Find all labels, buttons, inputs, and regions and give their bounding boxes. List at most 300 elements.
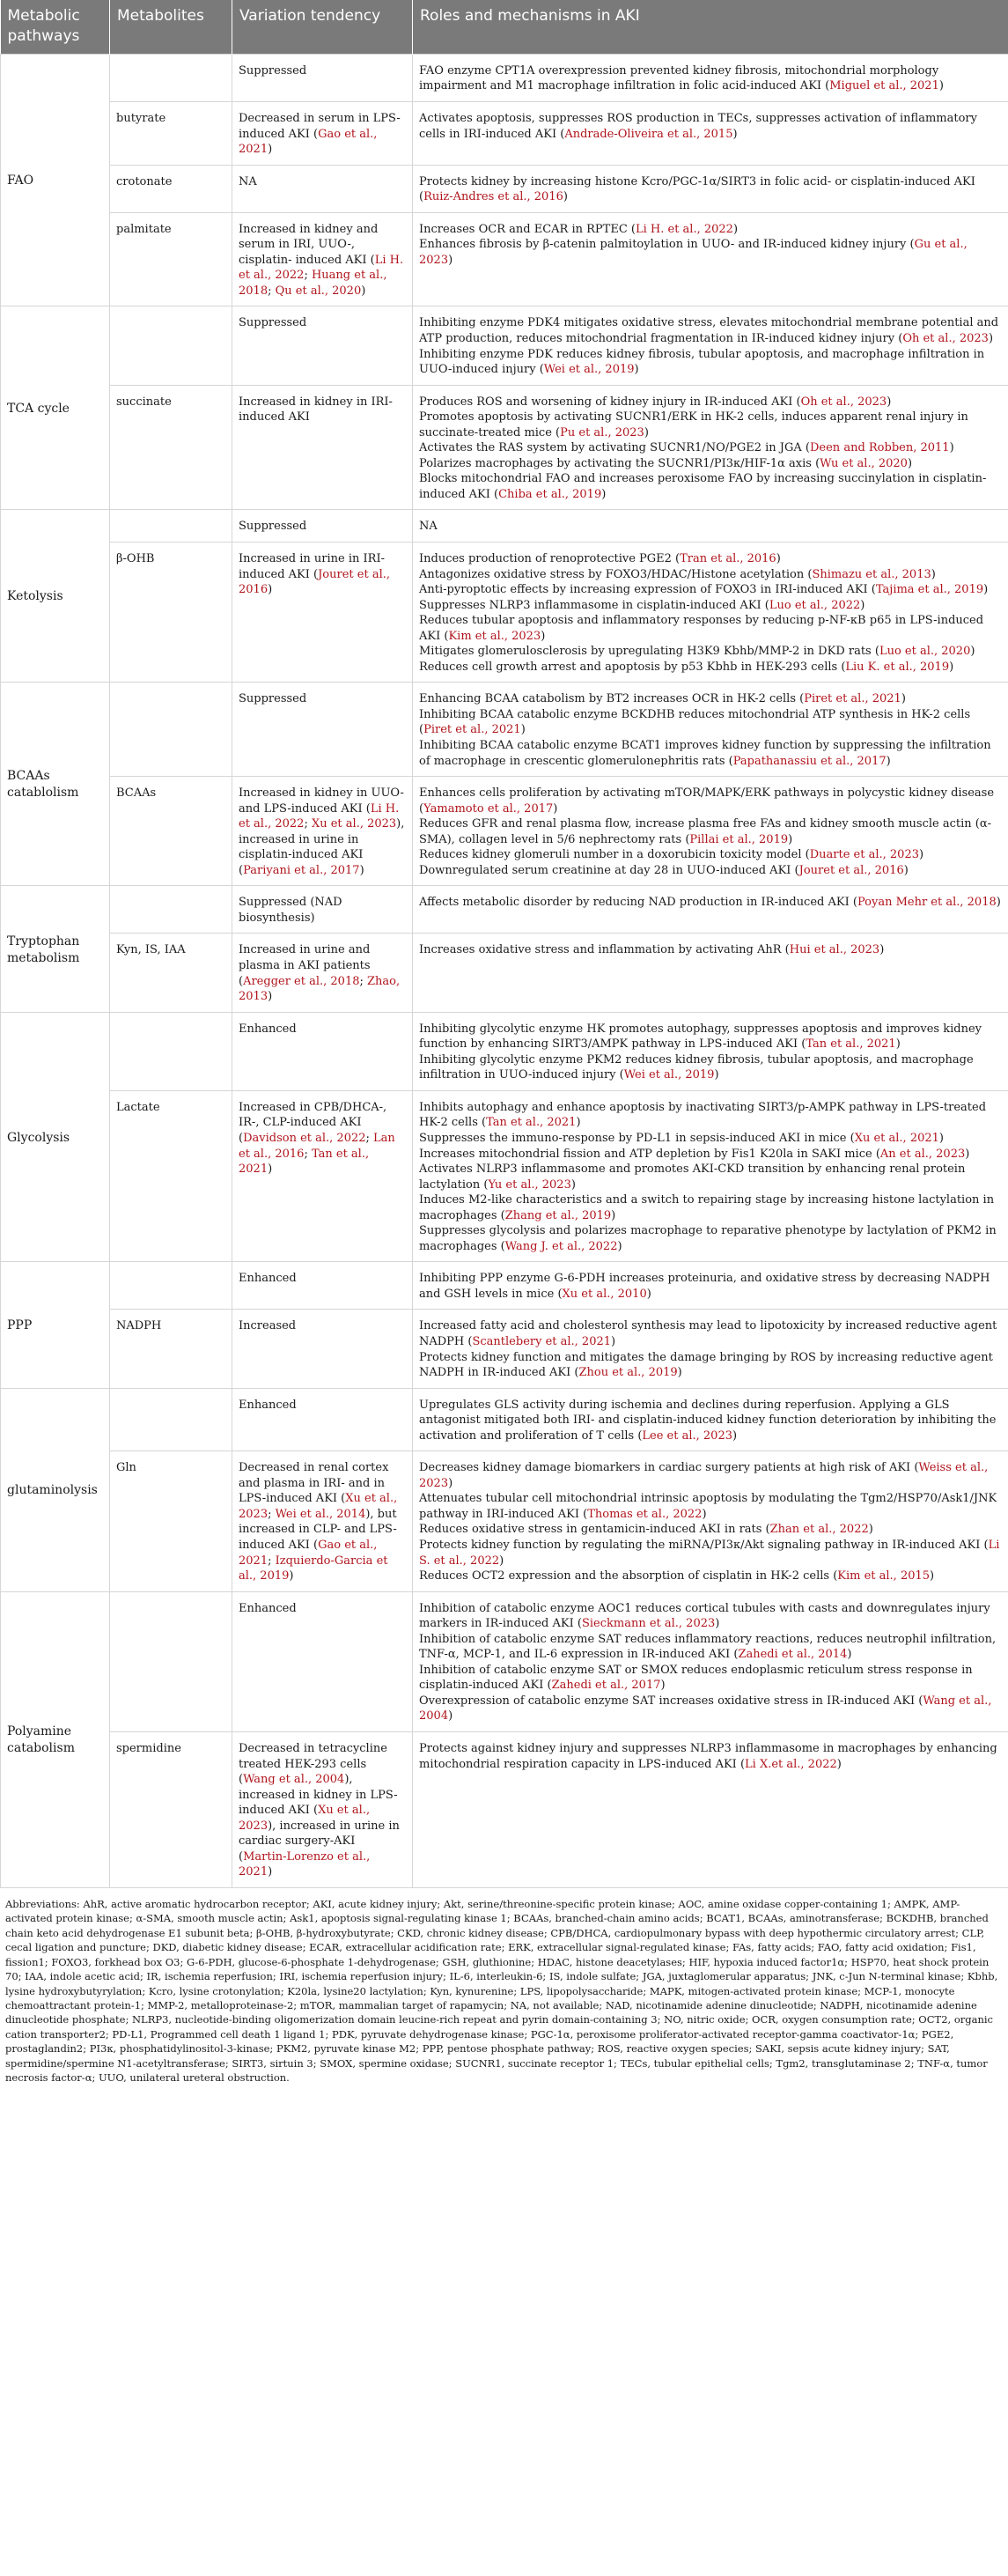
text-segment: ) [965, 1147, 970, 1161]
reference-link[interactable]: Piret et al., 2021 [423, 723, 521, 737]
metabolite-cell: palmitate [110, 212, 232, 306]
reference-link[interactable]: Davidson et al., 2022 [243, 1131, 366, 1145]
role-entry [419, 440, 1002, 456]
text-segment: Activates apoptosis, suppresses ROS production in TECs, suppresses activation of inflammatory cells in IRI-induced AKI ( [419, 111, 977, 141]
text-segment: ) [847, 1648, 852, 1662]
reference-link[interactable]: Wei et al., 2019 [543, 363, 635, 377]
roles-cell [413, 212, 1008, 306]
roles-cell [413, 1012, 1008, 1090]
reference-link[interactable]: Wei et al., 2014 [275, 1507, 366, 1521]
role-entry [419, 1632, 1002, 1663]
text-segment: ) [938, 79, 944, 93]
text-segment: ) [983, 583, 989, 597]
role-entry [419, 1052, 1002, 1083]
text-segment: Protects kidney function by regulating the miRNA/PI3κ/Akt signaling pathway in IR-induced AKI ( [419, 1538, 989, 1552]
reference-link[interactable]: Oh et al., 2023 [902, 331, 989, 345]
metabolite-cell [110, 54, 232, 101]
text-segment: ) [776, 552, 781, 565]
text-segment: ) [611, 1208, 616, 1222]
text-segment: Affects metabolic disorder by reducing NAD production in IR-induced AKI ( [419, 896, 857, 910]
reference-link[interactable]: Martin-Lorenzo et al., 2021 [239, 1849, 371, 1879]
text-segment: Suppresses the immuno-response by PD-L1 in sepsis-induced AKI in mice ( [419, 1131, 855, 1145]
variation-cell [232, 1732, 413, 1888]
text-segment: Increased in kidney and serum in IRI, UUO-, cisplatin- induced AKI ( [239, 222, 379, 267]
pathway-cell: PPP [1, 1262, 110, 1388]
reference-link[interactable]: Xu et al., 2023 [239, 1804, 371, 1833]
text-segment: ) [677, 1366, 682, 1380]
text-segment: ) [938, 1131, 944, 1145]
role-entry [419, 519, 1002, 535]
role-entry [419, 1131, 1002, 1147]
role-entry [419, 786, 1002, 816]
reference-link[interactable]: Zhan et al., 2022 [769, 1523, 869, 1537]
reference-link[interactable]: Wu et al., 2020 [820, 456, 908, 470]
text-segment: Inhibition of catabolic enzyme AOC1 reduces cortical tubules with casts and downregulates injury markers in IR-induced AKI ( [419, 1601, 990, 1631]
text-segment: Decreases kidney damage biomarkers in cardiac surgery patients at high risk of AKI ( [419, 1461, 919, 1475]
reference-link[interactable]: Gu et al., 2023 [419, 238, 968, 267]
text-segment: ) [887, 395, 892, 409]
variation-cell [232, 886, 413, 934]
table-row [1, 101, 1008, 165]
metabolite-cell [110, 1388, 232, 1451]
variation-cell [232, 934, 413, 1012]
variation-cell [232, 510, 413, 543]
roles-cell [413, 306, 1008, 385]
table-row [1, 934, 1008, 1012]
abbreviations-footnote: Abbreviations: AhR, active aromatic hydrocarbon receptor; AKI, acute kidney injury; Akt, serine/threonine-specific protein kinase; AOC, amine oxidase copper-containing 1; AMPK, AMP-activated protein kinase; α-SMA, smooth muscle actin; Ask1, apoptosis signal-regulating kinase 1; BCAAs, branched-chain amino acids; BCAT1, BCAAs, aminotransferase; BCKDHB, branched chain keto acid dehydrogenase E1 subunit beta; β-OHB, β-hydroxybutyrate; CKD, chronic kidney disease; CPB/DHCA, cardiopulmonary bypass with deep hypothermic circulatory arrest; CLP, cecal ligation and puncture; DKD, diabetic kidney disease; ECAR, extracellular acidification rate; ERK, extracellular signal-regulated kinase; FAs, fatty acids; FAO, fatty acid oxidation; Fis1, fission1; FOXO3, forkhead box O3; G-6-PDH, glucose-6-phosphate 1-dehydrogenase; GSH, gluthionine; HDAC, histone deacetylases; HIF, hypoxia induced factor1α; HSP70, heat shock protein 70; IAA, indole acetic acid; IR, ischemia reperfusion; IRI, ischemia reperfusion injury; IL-6, interleukin-6; IS, indole sulfate; JGA, juxtaglomerular apparatus; JNK, c-Jun N-terminal kinase; Kbhb, lysine hydroxybutyrylation; Kcro, lysine crotonylation; K20la, lysine20 lactylation; Kyn, kynurenine; LPS, lipopolysaccharide; MAPK, mitogen-activated protein kinase; MCP-1, monocyte chemoattractant protein-1; MMP-2, metalloproteinase-2; mTOR, mammalian target of rapamycin; NA, not available; NAD, nicotinamide adenine dinucleotide; NADPH, nicotinamide adenine dinucleotide phosphate; NLRP3, nucleotide-binding oligomerization domain leucine-rich repeat and pyrin domain-containing 3; NO, nitric oxide; OCR, oxygen consumption rate; OCT2, organic cation transporter2; PD-L1, Programmed cell death 1 ligand 1; PDK, pyruvate dehydrogenase kinase; PGC-1α, peroxisome proliferator-activated receptor-gamma coactivator-1α; PGE2, prostaglandin2; PI3κ, phosphatidylinositol-3-kinase; PKM2, pyruvate kinase M2; PPP, pentose phosphate pathway; ROS, reactive oxygen species; SAKI, sepsis acute kidney injury; SAT, spermidine/spermine N1-acetyltransferase; SIRT3, sirtuin 3; SMOX, spermine oxidase; SUCNR1, succinate receptor 1; TECs, tubular epithelial cells; Tgm2, transglutaminase 2; TNF-α, tumor necrosis factor-α; UUO, unilateral ureteral obstruction. [5, 1897, 998, 2085]
text-segment: Enhancing BCAA catabolism by BT2 increases OCR in HK-2 cells ( [419, 692, 805, 706]
reference-link[interactable]: Kim et al., 2015 [837, 1569, 931, 1583]
role-entry [419, 863, 1002, 879]
reference-link[interactable]: Hui et al., 2023 [789, 943, 880, 957]
text-segment: ) [576, 1116, 581, 1130]
table-row [1, 1451, 1008, 1591]
column-header-roles-and-mechanisms: Roles and mechanisms in AKI [413, 0, 1008, 54]
roles-cell [413, 934, 1008, 1012]
text-segment: Inhibiting BCAA catabolic enzyme BCAT1 improves kidney function by suppressing the infiltration of macrophage in crescentic glomerulonephritis rats ( [419, 739, 991, 768]
reference-link[interactable]: Xu et al., 2010 [562, 1287, 647, 1301]
reference-link[interactable]: Li X.et al., 2022 [745, 1757, 837, 1771]
text-segment: Activates the RAS system by activating SUCNR1/NO/PGE2 in JGA ( [419, 441, 810, 455]
reference-link[interactable]: Gao et al., 2021 [239, 1538, 378, 1568]
table-row [1, 1732, 1008, 1888]
text-segment: ) [268, 1865, 273, 1879]
text-segment: Induces M2-like characteristics and a switch to repairing stage by increasing histone lactylation in macrophages ( [419, 1193, 995, 1222]
text-segment: ) [970, 645, 975, 659]
text-segment: ) [646, 1287, 651, 1301]
text-segment: ) [836, 1757, 842, 1771]
reference-link[interactable]: Sieckmann et al., 2023 [581, 1617, 716, 1631]
variation-cell [232, 1310, 413, 1388]
role-entry [419, 942, 1002, 958]
table-row [1, 1388, 1008, 1451]
text-segment: ; [304, 817, 312, 831]
variation-cell [232, 1090, 413, 1261]
text-segment: Protects against kidney injury and suppresses NLRP3 inflammasome in macrophages by enhancing mitochondrial respiration capacity in LPS-induced AKI ( [419, 1742, 997, 1771]
column-header-metabolic-pathways: Metabolic pathways [1, 0, 110, 54]
text-segment: Enhanced [239, 1272, 297, 1286]
text-segment: ) [732, 1428, 738, 1443]
text-segment: Suppresses NLRP3 inflammasome in cisplatin-induced AKI ( [419, 598, 769, 612]
text-segment: Overexpression of catabolic enzyme SAT increases oxidative stress in IR-induced AKI ( [419, 1694, 923, 1708]
roles-cell [413, 1262, 1008, 1310]
table-row [1, 510, 1008, 543]
reference-link[interactable]: Duarte et al., 2023 [809, 848, 919, 862]
role-entry [419, 1538, 1002, 1568]
text-segment: Enhances cells proliferation by activating mTOR/MAPK/ERK pathways in polycystic kidney disease ( [419, 786, 995, 816]
text-segment: ) [448, 1709, 453, 1723]
variation-cell [232, 683, 413, 777]
roles-cell [413, 1451, 1008, 1591]
metabolite-cell [110, 306, 232, 385]
text-segment: ) [499, 1554, 504, 1568]
reference-link[interactable]: Deen and Robben, 2011 [810, 441, 950, 455]
reference-link[interactable]: Jouret et al., 2016 [239, 567, 390, 597]
text-segment: Polarizes macrophages by activating the SUCNR1/PI3κ/HIF-1α axis ( [419, 456, 820, 470]
role-entry [419, 598, 1002, 614]
variation-cell [232, 306, 413, 385]
role-entry [419, 1741, 1002, 1772]
text-segment: Enhanced [239, 1398, 297, 1412]
roles-cell [413, 777, 1008, 886]
text-segment: Suppressed (NAD biosynthesis) [239, 896, 342, 925]
text-segment: Increased [239, 1319, 297, 1333]
reference-link[interactable]: Pu et al., 2023 [560, 425, 644, 439]
metabolite-cell: BCAAs [110, 777, 232, 886]
reference-link[interactable]: Yu et al., 2023 [488, 1177, 571, 1192]
column-header-variation-tendency: Variation tendency [232, 0, 413, 54]
reference-link[interactable]: Kim et al., 2023 [448, 629, 541, 643]
metabolite-cell: Gln [110, 1451, 232, 1591]
text-segment: ) [931, 567, 936, 581]
reference-link[interactable]: Wang et al., 2004 [243, 1773, 345, 1787]
table-row [1, 165, 1008, 212]
text-segment: ; [304, 269, 312, 283]
reference-link[interactable]: Tan et al., 2021 [239, 1147, 370, 1177]
role-entry [419, 816, 1002, 847]
text-segment: ) [702, 1507, 707, 1521]
text-segment: Decreased in serum in LPS-induced AKI ( [239, 111, 401, 141]
reference-link[interactable]: Ruiz-Andres et al., 2016 [423, 190, 563, 204]
variation-cell [232, 165, 413, 212]
text-segment: Inhibiting enzyme PDK4 mitigates oxidative stress, elevates mitochondrial membrane potential and ATP production, reduces mitochondrial fragmentation in IR-induced kidney injury ( [419, 316, 999, 345]
role-entry [419, 1460, 1002, 1491]
metabolite-cell [110, 886, 232, 934]
reference-link[interactable]: Zhang et al., 2019 [504, 1208, 612, 1222]
text-segment: ) [949, 660, 954, 674]
reference-link[interactable]: Gao et al., 2021 [239, 127, 378, 157]
role-entry [419, 1271, 1002, 1302]
roles-cell [413, 54, 1008, 101]
text-segment: ) [289, 1569, 294, 1583]
text-segment: ) [644, 425, 649, 439]
reference-link[interactable]: Zhao, 2013 [239, 974, 401, 1004]
text-segment: Decreased in renal cortex and plasma in IRI- and in LPS-induced AKI ( [239, 1461, 389, 1506]
metabolite-cell: Lactate [110, 1090, 232, 1261]
text-segment: Anti-pyroptotic effects by increasing expression of FOXO3 in IRI-induced AKI ( [419, 583, 876, 597]
table-row [1, 543, 1008, 683]
text-segment: Blocks mitochondrial FAO and increases peroxisome FAO by increasing succinylation in cisplatin-induced AKI ( [419, 472, 987, 501]
text-segment: ) [268, 990, 273, 1004]
reference-link[interactable]: Qu et al., 2020 [275, 284, 362, 298]
variation-cell [232, 101, 413, 165]
text-segment: Suppressed [239, 520, 307, 534]
role-entry [419, 395, 1002, 410]
text-segment: ) [918, 848, 924, 862]
role-entry [419, 691, 1002, 707]
text-segment: Inhibits autophagy and enhance apoptosis by inactivating SIRT3/p-AMPK pathway in LPS-treated HK-2 cells ( [419, 1100, 987, 1130]
table-row [1, 683, 1008, 777]
text-segment: ) [732, 222, 739, 236]
variation-cell [232, 1262, 413, 1310]
variation-cell [232, 777, 413, 886]
text-segment: Increased in urine and plasma in AKI patients ( [239, 943, 371, 988]
text-segment: ) [860, 598, 865, 612]
text-segment: Increased in kidney in UUO- and LPS-induced AKI ( [239, 786, 404, 816]
roles-cell [413, 101, 1008, 165]
role-entry [419, 1022, 1002, 1052]
text-segment: Suppresses glycolysis and polarizes macrophage to reparative phenotype by lactylation of PKM2 in macrophages ( [419, 1224, 997, 1253]
reference-link[interactable]: Wang J. et al., 2022 [504, 1239, 618, 1253]
variation-cell [232, 543, 413, 683]
reference-link[interactable]: Oh et al., 2023 [800, 395, 887, 409]
role-entry [419, 660, 1002, 675]
metabolite-cell: Kyn, IS, IAA [110, 934, 232, 1012]
role-entry [419, 111, 1002, 142]
text-segment: ; [304, 1147, 312, 1161]
reference-link[interactable]: Pillai et al., 2019 [689, 832, 789, 846]
reference-link[interactable]: Zahedi et al., 2014 [738, 1648, 848, 1662]
text-segment: Enhanced [239, 1022, 297, 1036]
text-segment: Inhibiting BCAA catabolic enzyme BCKDHB reduces mitochondrial ATP synthesis in HK-2 cells ( [419, 707, 971, 737]
role-entry [419, 738, 1002, 769]
text-segment: ) [361, 284, 366, 298]
reference-link[interactable]: Zahedi et al., 2017 [551, 1679, 661, 1693]
roles-cell [413, 683, 1008, 777]
text-segment: Increased fatty acid and cholesterol synthesis may lead to lipotoxicity by increased reductive agent NADPH ( [419, 1319, 997, 1348]
role-entry [419, 456, 1002, 472]
metabolite-cell [110, 510, 232, 543]
variation-cell [232, 212, 413, 306]
text-segment: ) [520, 723, 526, 737]
metabolite-cell: succinate [110, 385, 232, 510]
text-segment: ) [601, 487, 607, 501]
metabolite-cell: β-OHB [110, 543, 232, 683]
text-segment: Suppressed [239, 316, 307, 330]
reference-link[interactable]: Miguel et al., 2021 [829, 79, 939, 93]
role-entry [419, 1491, 1002, 1522]
text-segment: Mitigates glomerulosclerosis by upregulating H3K9 Kbhb/MMP-2 in DKD rats ( [419, 645, 879, 659]
reference-link[interactable]: Tan et al., 2021 [486, 1116, 577, 1130]
text-segment: ) [563, 190, 568, 204]
text-segment: ) [886, 754, 891, 768]
roles-cell [413, 385, 1008, 510]
role-entry [419, 1601, 1002, 1632]
role-entry [419, 1522, 1002, 1538]
reference-link[interactable]: Li H. et al., 2022 [635, 222, 733, 236]
reference-link[interactable]: Andrade-Oliveira et al., 2015 [564, 127, 733, 141]
reference-link[interactable]: Tajima et al., 2019 [875, 583, 984, 597]
text-segment: ) [448, 1476, 453, 1490]
header-row [1, 0, 1008, 54]
text-segment: FAO enzyme CPT1A overexpression prevented kidney fibrosis, mitochondrial morphology impairment and M1 macrophage infiltration in folic acid-induced AKI ( [419, 63, 939, 93]
table-row [1, 777, 1008, 886]
metabolite-cell: crotonate [110, 165, 232, 212]
reference-link[interactable]: Scantlebery et al., 2021 [472, 1334, 612, 1348]
text-segment: Inhibiting glycolytic enzyme HK promotes autophagy, suppresses apoptosis and improves kidney function by enhancing SIRT3/AMPK pathway in LPS-induced AKI ( [419, 1022, 982, 1052]
text-segment: Produces ROS and worsening of kidney injury in IR-induced AKI ( [419, 395, 801, 409]
reference-link[interactable]: Weiss et al., 2023 [419, 1461, 989, 1490]
variation-cell [232, 1451, 413, 1591]
text-segment: ; [359, 974, 368, 988]
role-entry [419, 174, 1002, 205]
reference-link[interactable]: Luo et al., 2020 [879, 645, 971, 659]
reference-link[interactable]: Li H. et al., 2022 [239, 801, 400, 831]
reference-link[interactable]: Xu et al., 2021 [854, 1131, 939, 1145]
reference-link[interactable]: Liu K. et al., 2019 [845, 660, 950, 674]
reference-link[interactable]: Poyan Mehr et al., 2018 [857, 896, 997, 910]
reference-link[interactable]: Luo et al., 2022 [769, 598, 861, 612]
reference-link[interactable]: Tran et al., 2016 [680, 552, 776, 565]
reference-link[interactable]: Thomas et al., 2022 [587, 1507, 703, 1521]
text-segment: Reduces kidney glomeruli number in a doxorubicin toxicity model ( [419, 848, 810, 862]
role-entry [419, 315, 1002, 346]
pathway-cell: Ketolysis [1, 510, 110, 683]
table-row [1, 886, 1008, 934]
variation-cell [232, 54, 413, 101]
role-entry [419, 1318, 1002, 1349]
text-segment: Reduces oxidative stress in gentamicin-induced AKI in rats ( [419, 1523, 770, 1537]
reference-link[interactable]: Izquierdo-Garcia et al., 2019 [239, 1554, 388, 1583]
metabolite-cell [110, 683, 232, 777]
text-segment: Inhibiting glycolytic enzyme PKM2 reduces kidney fibrosis, tubular apoptosis, and macrophage infiltration in UUO-induced injury ( [419, 1052, 974, 1082]
reference-link[interactable]: Shimazu et al., 2013 [812, 567, 931, 581]
text-segment: Inhibition of catabolic enzyme SAT or SMOX reduces endoplasmic reticulum stress response in cisplatin-induced AKI ( [419, 1663, 973, 1693]
text-segment: ), increased in urine in cardiac surgery-AKI ( [239, 1819, 400, 1864]
metabolite-cell [110, 1262, 232, 1310]
reference-link[interactable]: Yamamoto et al., 2017 [423, 801, 554, 816]
pathway-cell: glutaminolysis [1, 1388, 110, 1591]
text-segment: ; [365, 1131, 374, 1145]
reference-link[interactable]: Piret et al., 2021 [804, 692, 901, 706]
table-row [1, 1090, 1008, 1261]
reference-link[interactable]: Pariyani et al., 2017 [243, 863, 360, 877]
role-entry [419, 1100, 1002, 1131]
reference-link[interactable]: Papathanassiu et al., 2017 [732, 754, 887, 768]
roles-cell [413, 1732, 1008, 1888]
metabolite-cell: spermidine [110, 1732, 232, 1888]
role-entry [419, 1223, 1002, 1254]
roles-cell [413, 1090, 1008, 1261]
text-segment: ) [988, 331, 994, 345]
reference-link[interactable]: Zhou et al., 2019 [578, 1366, 678, 1380]
reference-link[interactable]: Chiba et al., 2019 [498, 487, 602, 501]
reference-link[interactable]: An et al., 2023 [879, 1147, 966, 1161]
variation-cell [232, 385, 413, 510]
reference-link[interactable]: Jouret et al., 2016 [798, 863, 904, 877]
pathway-cell: TCA cycle [1, 306, 110, 510]
metabolite-cell [110, 1591, 232, 1731]
text-segment: ) [788, 832, 793, 846]
text-segment: Enhances fibrosis by β-catenin palmitoylation in UUO- and IR-induced kidney injury ( [419, 238, 915, 252]
role-entry [419, 1663, 1002, 1694]
reference-link[interactable]: Wei et al., 2019 [623, 1068, 715, 1082]
text-segment: Reduces GFR and renal plasma flow, increase plasma free FAs and kidney smooth muscle actin (α-SMA), collagen level in 5/6 nephrectomy rats ( [419, 817, 991, 846]
reference-link[interactable]: Lan et al., 2016 [239, 1131, 395, 1161]
text-segment: ), increased in kidney in LPS-induced AKI ( [239, 1773, 398, 1818]
reference-link[interactable]: Lee et al., 2023 [642, 1428, 732, 1443]
role-entry [419, 1568, 1002, 1584]
reference-link[interactable]: Wang et al., 2004 [419, 1694, 992, 1723]
reference-link[interactable]: Huang et al., 2018 [239, 269, 387, 298]
text-segment: ) [617, 1239, 622, 1253]
text-segment: Suppressed [239, 692, 307, 706]
text-segment: Increases OCR and ECAR in RPTEC ( [419, 222, 636, 236]
text-segment: ) [907, 456, 913, 470]
role-entry [419, 895, 1002, 911]
text-segment: Reduces tubular apoptosis and inflammatory responses by reducing p-NF-κB p65 in LPS-induced AKI ( [419, 614, 984, 643]
text-segment: Increased in kidney in IRI-induced AKI [239, 395, 393, 424]
text-segment: ) [660, 1679, 666, 1693]
roles-cell [413, 1310, 1008, 1388]
role-entry [419, 847, 1002, 863]
text-segment: ) [996, 896, 1001, 910]
reference-link[interactable]: Aregger et al., 2018 [243, 974, 360, 988]
text-segment: ) [868, 1523, 873, 1537]
text-segment: Protects kidney function and mitigates the damage bringing by ROS by increasing reductive agent NADPH in IR-induced AKI ( [419, 1350, 993, 1380]
roles-cell [413, 1591, 1008, 1731]
reference-link[interactable]: Tan et al., 2021 [806, 1037, 896, 1052]
role-entry [419, 347, 1002, 378]
reference-link[interactable]: Xu et al., 2023 [311, 817, 397, 831]
roles-cell [413, 1388, 1008, 1451]
role-entry [419, 63, 1002, 94]
pathway-cell: Glycolysis [1, 1012, 110, 1262]
text-segment: Increased in urine in IRI-induced AKI ( [239, 552, 385, 581]
role-entry [419, 707, 1002, 738]
reference-link[interactable]: Xu et al., 2023 [239, 1492, 398, 1521]
text-segment: Enhanced [239, 1601, 297, 1615]
text-segment: ), increased in urine in cisplatin-induced AKI ( [239, 817, 405, 877]
table-row [1, 212, 1008, 306]
text-segment: ) [570, 1177, 576, 1192]
table-header [1, 0, 1008, 54]
reference-link[interactable]: Li S. et al., 2022 [419, 1538, 1000, 1568]
text-segment: ) [901, 692, 906, 706]
role-entry [419, 1162, 1002, 1192]
role-entry [419, 410, 1002, 440]
text-segment: ), but increased in CLP- and LPS-induced AKI ( [239, 1507, 397, 1552]
variation-cell [232, 1388, 413, 1451]
table-row [1, 385, 1008, 510]
pathway-cell: BCAAs catablolism [1, 683, 110, 886]
text-segment: Activates NLRP3 inflammasome and promotes AKI-CKD transition by enhancing renal protein lactylation ( [419, 1163, 966, 1192]
roles-cell [413, 543, 1008, 683]
text-segment: ) [359, 863, 364, 877]
table-row [1, 1310, 1008, 1388]
text-segment: ) [553, 801, 558, 816]
role-entry [419, 1398, 1002, 1444]
role-entry [419, 237, 1002, 268]
text-segment: NA [419, 520, 438, 534]
role-entry [419, 644, 1002, 660]
text-segment: Increases oxidative stress and inflammation by activating AhR ( [419, 943, 790, 957]
column-header-metabolites: Metabolites [110, 0, 232, 54]
text-segment: ) [903, 863, 909, 877]
text-segment: Antagonizes oxidative stress by FOXO3/HDAC/Histone acetylation ( [419, 567, 813, 581]
text-segment: Reduces OCT2 expression and the absorption of cisplatin in HK-2 cells ( [419, 1569, 838, 1583]
reference-link[interactable]: Li H. et al., 2022 [239, 253, 404, 283]
